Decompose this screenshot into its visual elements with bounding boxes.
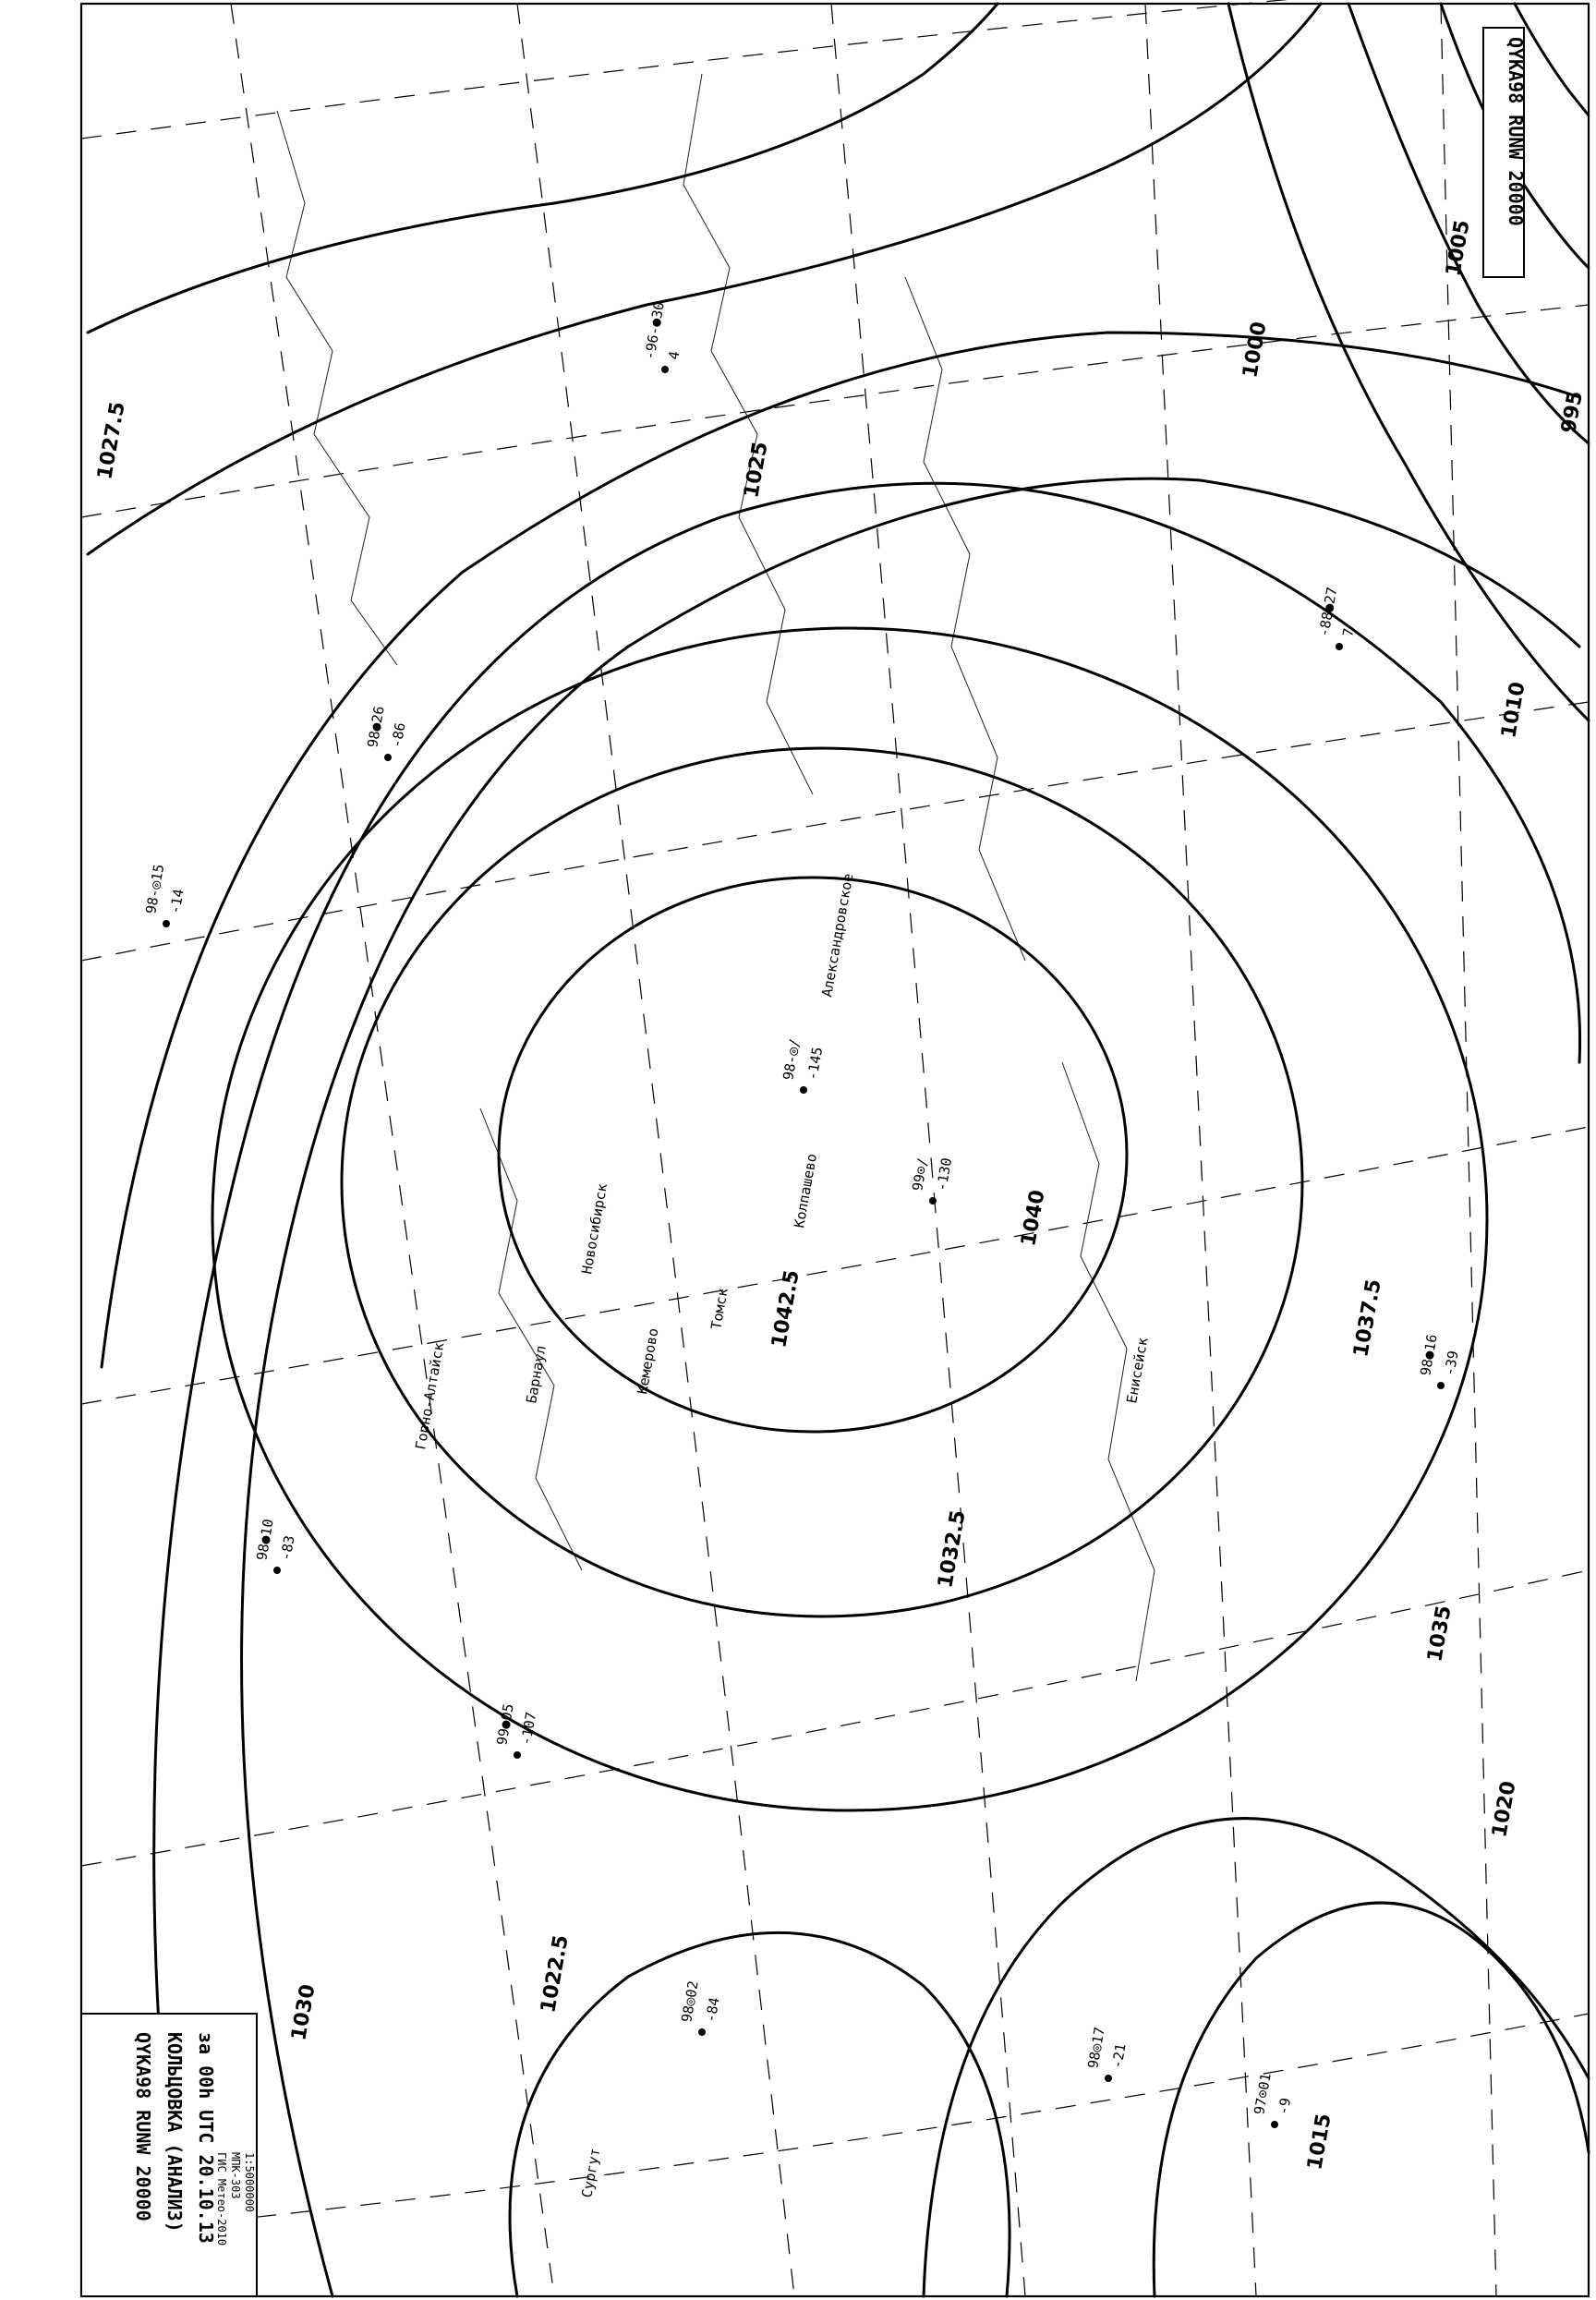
station-bottom: -107	[517, 1710, 540, 1747]
station-top: 98●10	[253, 1518, 277, 1562]
station-plot	[364, 705, 408, 761]
isobar-labels	[93, 218, 1588, 2172]
station-dot	[163, 920, 170, 927]
station-plot	[1417, 1333, 1461, 1389]
station-top: 98●16	[1417, 1333, 1441, 1377]
place-name: Томск	[707, 1287, 732, 1331]
title-block-credit1: ГИС Метео-2010	[215, 2152, 228, 2246]
station-bottom: -14	[166, 887, 187, 915]
station-dot	[929, 1197, 937, 1204]
isobar-label: 995	[1557, 389, 1588, 436]
top-title-text: QYKA98 RUNW 20000	[1505, 37, 1527, 226]
station-top: 98●26	[364, 705, 388, 749]
station-bottom: -130	[933, 1156, 956, 1192]
isobar-label: 1022.5	[537, 1933, 574, 2016]
station-top: 97⊙01	[1251, 2072, 1275, 2116]
isobar-1025	[88, 4, 998, 333]
place-name: Александровское	[818, 872, 857, 999]
station-bottom: -145	[804, 1045, 827, 1082]
station-plot	[641, 300, 683, 373]
isobar-1020	[924, 1819, 1589, 2296]
isobar-lines	[88, 4, 1589, 2296]
place-name: Новосибирск	[578, 1181, 611, 1276]
station-plot	[780, 1037, 826, 1094]
station-top: 98-◎/	[780, 1037, 804, 1082]
station-top: 98◎17	[1084, 2026, 1108, 2070]
isobar-label: 1037.5	[1349, 1277, 1386, 1360]
river-lines	[277, 74, 1155, 1681]
station-top: -96-●30	[641, 300, 668, 361]
place-name: Сургут	[578, 2147, 604, 2199]
place-name: Кемерово	[634, 1326, 662, 1396]
isobar-label: 1010	[1497, 680, 1530, 741]
station-dot	[1437, 1382, 1445, 1389]
title-block-line3: за 00h UTC 20.10.13	[195, 2032, 217, 2244]
station-dot	[1105, 2075, 1112, 2082]
place-name: Енисейск	[1123, 1336, 1152, 1405]
station-plot	[493, 1702, 539, 1759]
station-top: 98-◎15	[142, 863, 168, 915]
isobar-label: 1020	[1488, 1779, 1521, 1840]
title-block-credit2: МПК-303	[229, 2152, 242, 2199]
top-title-tab	[1483, 28, 1527, 277]
station-bottom: -86	[388, 720, 409, 749]
place-name: Горно-Алтайск	[412, 1340, 448, 1451]
station-plot	[678, 1979, 722, 2036]
isobar-label: 1040	[1017, 1188, 1050, 1249]
station-dot	[698, 2028, 706, 2036]
station-plot	[1084, 2026, 1129, 2082]
isobar-1027-5	[88, 4, 1321, 554]
isobar-label: 1027.5	[93, 400, 130, 482]
station-plot	[142, 863, 187, 927]
station-bottom: 7	[1339, 626, 1358, 638]
station-top: 99●05	[493, 1702, 517, 1747]
isobar-label: 1042.5	[768, 1268, 804, 1350]
station-plot	[253, 1518, 297, 1574]
isobar-label: 1032.5	[934, 1508, 971, 1591]
station-bottom: 4	[665, 349, 683, 361]
title-block-line1: QYKA98 RUNW 20000	[132, 2032, 154, 2221]
station-plot	[909, 1156, 955, 1204]
isobar-label: 1035	[1423, 1604, 1457, 1664]
station-plot	[1251, 2072, 1294, 2128]
coordinate-grid	[81, 0, 1589, 2296]
isobar-1030	[102, 333, 1579, 1367]
station-bottom: -84	[702, 1995, 723, 2024]
isobar-label: 1025	[740, 440, 773, 501]
station-bottom: -39	[1441, 1349, 1462, 1377]
station-dot	[800, 1086, 807, 1094]
station-dot	[273, 1567, 281, 1574]
isobar-label: 1005	[1442, 218, 1475, 279]
title-block	[81, 2014, 257, 2296]
station-top: 98◎02	[678, 1979, 702, 2024]
place-name: Колпашево	[791, 1152, 821, 1229]
station-dot	[1271, 2121, 1278, 2128]
isobar-1015	[1154, 1903, 1589, 2296]
station-bottom: -9	[1275, 2096, 1295, 2116]
isobar-1010	[1228, 4, 1589, 720]
station-dot	[384, 754, 392, 761]
isobar-label: 1015	[1303, 2112, 1336, 2173]
isobar-label: 1000	[1239, 320, 1272, 381]
station-bottom: -83	[277, 1533, 298, 1562]
title-block-line2: КОЛЬЦОВКА (АНАЛИЗ)	[163, 2032, 186, 2233]
place-name: Барнаул	[523, 1344, 550, 1405]
station-dot	[661, 366, 669, 373]
station-top: -88●27	[1315, 586, 1341, 638]
station-top: 99⊙/	[909, 1156, 932, 1192]
title-block-credit3: 1:5000000	[243, 2152, 256, 2213]
station-bottom: -21	[1108, 2041, 1130, 2070]
isobar-1032-5	[242, 478, 1579, 2296]
station-dot	[1336, 643, 1343, 650]
isobar-1022-5	[510, 1932, 1010, 2296]
station-dot	[514, 1751, 521, 1759]
isobar-label: 1030	[287, 1982, 320, 2043]
